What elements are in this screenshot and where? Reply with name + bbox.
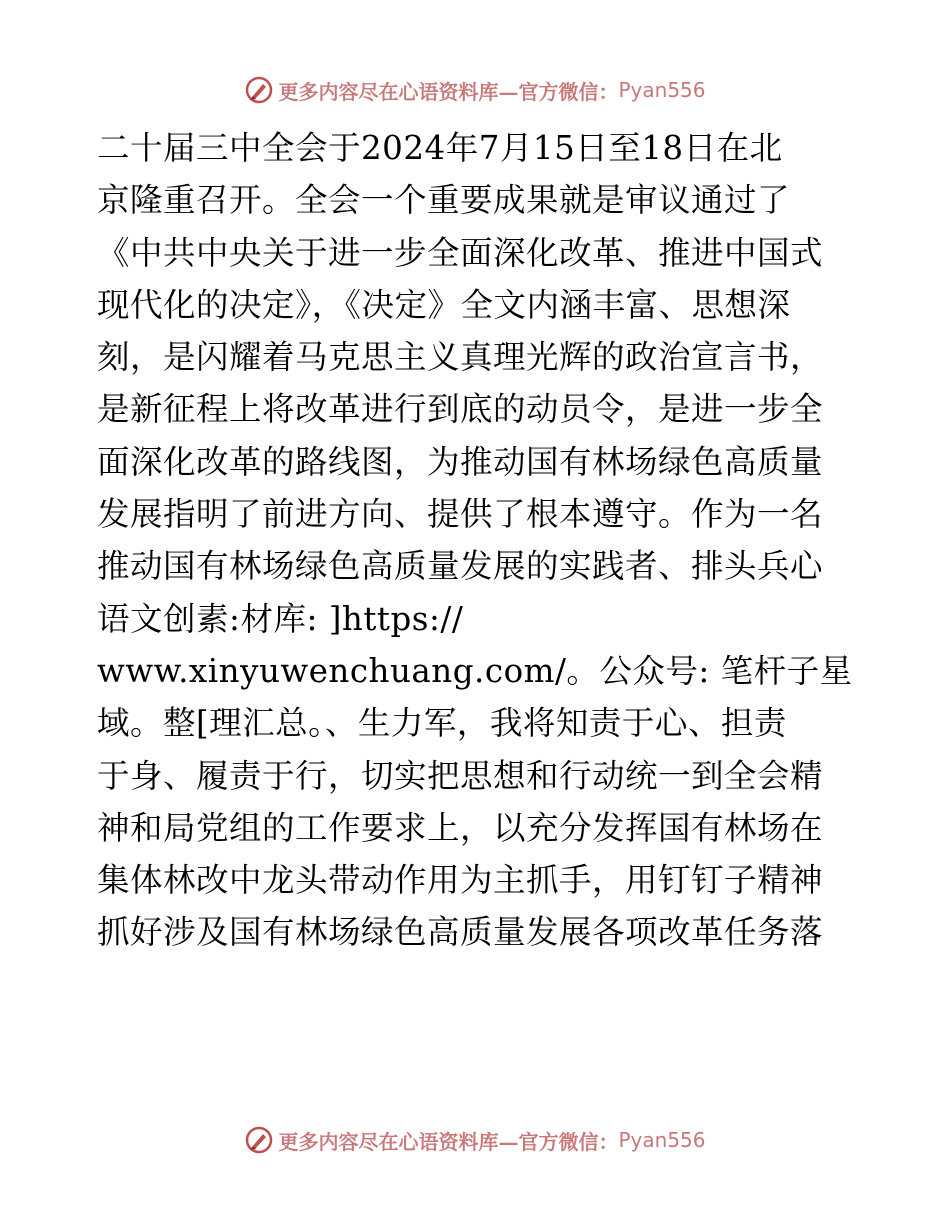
text-line: 于身、履责于行，切实把思想和行动统一到全会精: [97, 756, 824, 795]
text-line: 京隆重召开。全会一个重要成果就是审议通过了: [97, 181, 791, 220]
text-line: 集体林改中龙头带动作用为主抓手，用钉钉子精神: [97, 861, 824, 900]
text-line: 现代化的决定》，《决定》全文内涵丰富、思想深: [97, 285, 791, 324]
document-body: [97, 122, 857, 959]
text-line: 域。整[理汇总。、生力军，我将知责于心、担责: [97, 704, 787, 743]
text-line: 刻，是闪耀着马克思主义真理光辉的政治宣言书，: [97, 338, 824, 377]
text-line: 抓好涉及国有林场绿色高质量发展各项改革任务落: [97, 913, 824, 952]
text-line: 语文创素:材库: ]https://: [97, 599, 464, 638]
banner-account: Pyan556: [618, 78, 706, 102]
text-line: 推动国有林场绿色高质量发展的实践者、排头兵心: [97, 547, 824, 586]
text-line: 是新征程上将改革进行到底的动员令，是进一步全: [97, 390, 824, 429]
text-line: 面深化改革的路线图，为推动国有林场绿色高质量: [97, 442, 824, 481]
text-line: www.xinyuwenchuang.com/。公众号: 笔杆子星: [97, 651, 853, 690]
footer-watermark-banner: [0, 1120, 950, 1160]
banner-text: 更多内容尽在心语资料库—官方微信：: [278, 1129, 619, 1154]
text-line: 《中共中央关于进一步全面深化改革、推进中国式: [97, 233, 824, 272]
text-line: 二十届三中全会于2024年7月15日至18日在北: [97, 129, 783, 167]
banner-account: Pyan556: [618, 1128, 706, 1152]
text-line: 神和局党组的工作要求上，以充分发挥国有林场在: [97, 808, 824, 847]
pen-nib-circle-icon: [244, 75, 274, 105]
banner-text: 更多内容尽在心语资料库—官方微信：: [278, 79, 619, 104]
pen-nib-circle-icon: [244, 1125, 274, 1155]
header-watermark-banner: [0, 70, 950, 110]
text-line: 发展指明了前进方向、提供了根本遵守。作为一名: [97, 495, 824, 534]
